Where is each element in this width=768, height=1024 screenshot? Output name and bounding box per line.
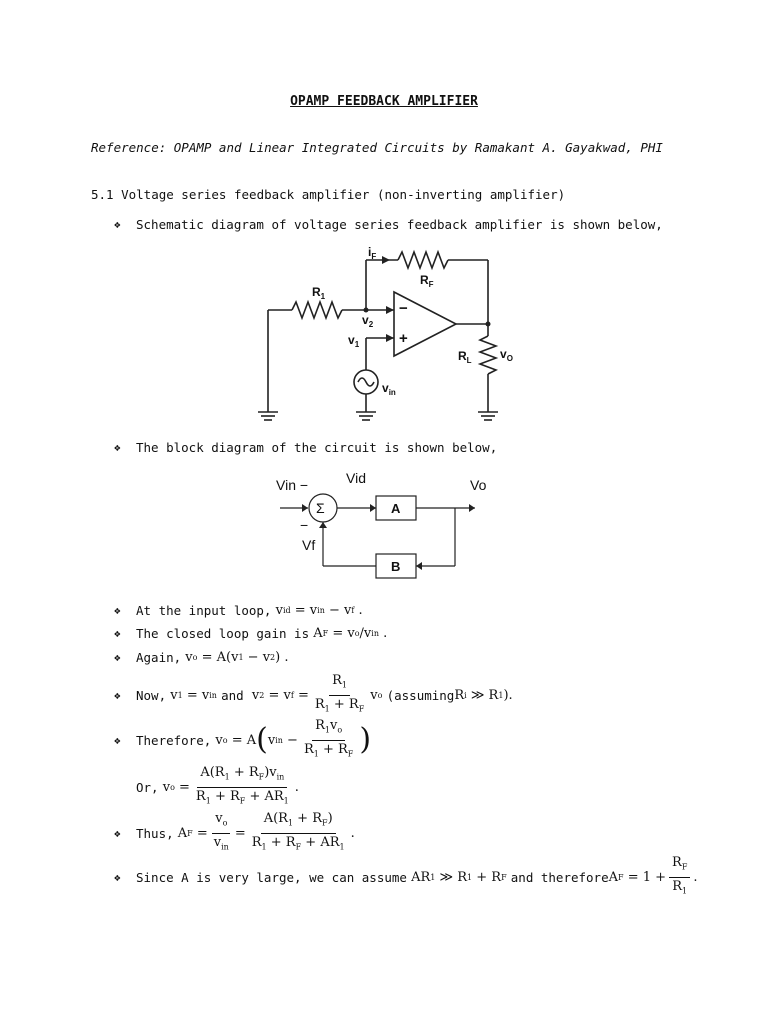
- bullet-text-therefore: and therefore: [510, 869, 609, 885]
- bullet-thus: [114, 811, 355, 855]
- bullet-text-and: and: [221, 687, 244, 703]
- bullet-icon: ❖: [114, 688, 121, 702]
- label-vin: Vin −: [276, 477, 309, 493]
- bullet-text-assuming: (assuming: [386, 687, 455, 703]
- bullet-text: At the input loop,: [136, 603, 272, 618]
- bullet-again: [114, 650, 288, 665]
- line-or: [136, 765, 299, 809]
- equation-final-gain: A F = 1 + $\frac{R_F}{R_1}$ .: [608, 855, 698, 896]
- label-if: $i_F$: [368, 245, 377, 261]
- bullet-now: [114, 673, 513, 717]
- bullet-schematic-intro: [114, 217, 663, 232]
- bullet-icon: ❖: [114, 441, 121, 454]
- block-diagram: [270, 466, 500, 586]
- label-r1: $R_1$: [312, 285, 326, 301]
- label-vin: $v_{in}$: [382, 381, 396, 397]
- bullet-text: Therefore,: [136, 732, 212, 748]
- bullet-text: Thus,: [136, 825, 174, 841]
- bullet-closed-loop: [114, 626, 387, 641]
- equation-vo: v o = A(v 1 − v 2 ) .: [181, 650, 289, 665]
- label-feedback-minus: −: [300, 517, 309, 533]
- bullet-therefore: [114, 718, 371, 762]
- bullet-text: Since A is very large, we can assume: [136, 869, 407, 885]
- bullet-icon: ❖: [114, 826, 121, 840]
- label-rf: $R_F$: [420, 273, 434, 289]
- label-vf: Vf: [302, 537, 316, 553]
- schematic-diagram: [258, 244, 513, 430]
- bullet-icon: ❖: [114, 604, 121, 617]
- equation-thus: A F = $\frac{v_o}{v_{in}}$ = $\frac{A(R_1 + R_F)}{R_1 + R_F + AR_1}$ .: [173, 811, 355, 852]
- block-b-label: B: [391, 559, 401, 574]
- bullet-icon: ❖: [114, 218, 121, 231]
- equation-v2: v 2 = v f = $\frac{R_1}{R_1 + R_F}$ v o: [243, 673, 383, 714]
- bullet-text: Schematic diagram of voltage series feedback amplifier is shown below,: [136, 217, 663, 232]
- label-v2: $v_2$: [362, 313, 374, 329]
- equation-v1: v 1 = v in: [166, 687, 217, 703]
- bullet-text: Or,: [136, 779, 159, 795]
- bullet-icon: ❖: [114, 651, 121, 664]
- opamp-minus: −: [399, 300, 408, 317]
- equation-since-assumption: AR 1 ≫ R 1 + R F: [406, 869, 507, 885]
- bullet-icon: ❖: [114, 627, 121, 640]
- bullet-text: Again,: [136, 650, 182, 665]
- bullet-block-intro: [114, 440, 497, 455]
- label-rl: $R_L$: [458, 349, 472, 365]
- bullet-text: The block diagram of the circuit is shown below,: [136, 440, 498, 455]
- page-title: OPAMP FEEDBACK AMPLIFIER: [290, 94, 478, 109]
- equation-af: A F = v o /v in .: [309, 626, 388, 641]
- opamp-plus: +: [399, 330, 408, 347]
- equation-assumption: R i ≫ R 1 ).: [454, 687, 513, 703]
- section-heading: 5.1 Voltage series feedback amplifier (non-inverting amplifier): [91, 187, 566, 202]
- equation-therefore: v o = A ( v in − $\frac{R_1v_o}{R_1 + R_F}$ ): [211, 718, 372, 759]
- bullet-icon: ❖: [114, 733, 121, 747]
- equation-vid: v id = v in − v f .: [271, 603, 363, 618]
- equation-or: v o = $\frac{A(R_1 + R_F)v_{in}}{R_1 + R_F + AR_1}$ .: [158, 765, 299, 806]
- label-vid: Vid: [346, 470, 366, 486]
- bullet-text: Now,: [136, 687, 167, 703]
- summing-symbol: Σ: [316, 500, 325, 516]
- label-vo: $v_O$: [500, 347, 513, 363]
- bullet-since: [114, 855, 698, 899]
- label-v1: $v_1$: [348, 333, 360, 349]
- reference-line: Reference: OPAMP and Linear Integrated Circuits by Ramakant A. Gayakwad, PHI: [91, 140, 663, 155]
- bullet-text: The closed loop gain is: [136, 626, 310, 641]
- bullet-input-loop: [114, 603, 363, 618]
- label-vo: Vo: [470, 477, 487, 493]
- bullet-icon: ❖: [114, 870, 121, 884]
- block-a-label: A: [391, 501, 401, 516]
